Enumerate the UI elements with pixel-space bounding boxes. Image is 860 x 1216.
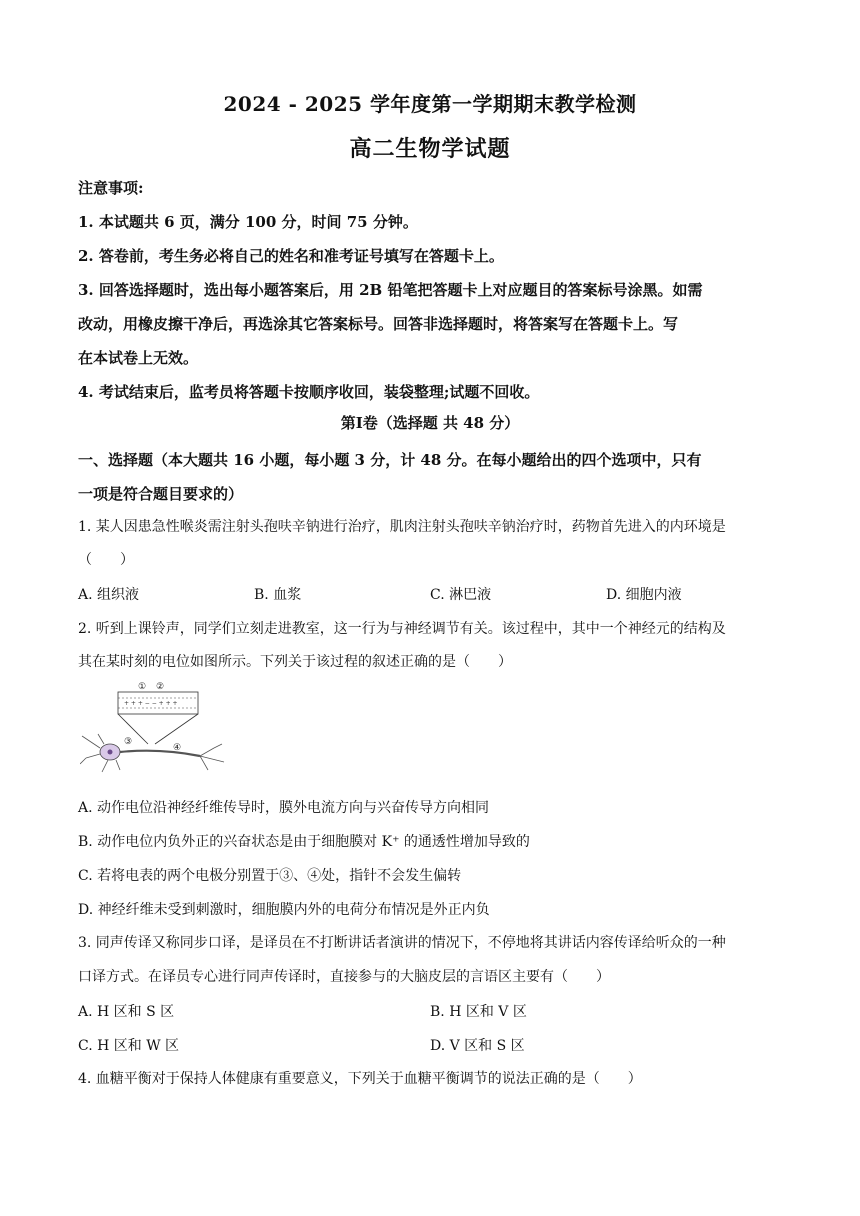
label-3: ③ — [124, 737, 133, 747]
q2-option-d: D. 神经纤维未受到刺激时，细胞膜内外的电荷分布情况是外正内负 — [78, 902, 490, 918]
q1-option-b: B. 血浆 — [254, 587, 302, 603]
note-item-3: 3. 回答选择题时，选出每小题答案后，用 2B 铅笔把答题卡上对应题目的答案标号涂黑。如需 — [78, 281, 703, 299]
axon — [120, 751, 200, 756]
q1-option-c: C. 淋巴液 — [430, 587, 492, 603]
q3-stem-line2: 口译方式。在译员专心进行同声传译时，直接参与的大脑皮层的言语区主要有（ ） — [78, 969, 610, 985]
q1-stem-line2: （ ） — [78, 552, 134, 568]
q2-stem-line1: 2. 听到上课铃声，同学们立刻走进教室，这一行为与神经调节有关。该过程中，其中一个神经元的结构及 — [78, 621, 726, 637]
q4-stem-line1: 4. 血糖平衡对于保持人体健康有重要意义，下列关于血糖平衡调节的说法正确的是（ ） — [78, 1071, 642, 1087]
note-item-4: 4. 考试结束后，监考员将答题卡按顺序收回，装袋整理;试题不回收。 — [78, 383, 540, 401]
q2-stem-line2: 其在某时刻的电位如图所示。下列关于该过程的叙述正确的是（ ） — [78, 654, 512, 670]
label-1: ① — [138, 682, 147, 692]
exam-title: 2024 - 2025 学年度第一学期期末教学检测 — [223, 92, 637, 116]
note-item-2: 2. 答卷前，考生务必将自己的姓名和准考证号填写在答题卡上。 — [78, 247, 504, 265]
label-2: ② — [156, 682, 165, 692]
q2-option-a: A. 动作电位沿神经纤维传导时，膜外电流方向与兴奋传导方向相同 — [78, 800, 490, 816]
q3-option-c: C. H 区和 W 区 — [78, 1038, 180, 1054]
q1-option-d: D. 细胞内液 — [606, 587, 682, 603]
label-4: ④ — [173, 743, 182, 753]
neuron-diagram — [80, 678, 230, 783]
notes-heading: 注意事项: — [78, 179, 144, 197]
section-heading-line2: 一项是符合题目要求的） — [78, 485, 244, 503]
q3-stem-line1: 3. 同声传译又称同步口译，是译员在不打断讲话者演讲的情况下，不停地将其讲话内容传译给听众的一种 — [78, 935, 726, 951]
q2-option-b: B. 动作电位内负外正的兴奋状态是由于细胞膜对 K⁺ 的通透性增加导致的 — [78, 834, 530, 850]
q3-option-d: D. V 区和 S 区 — [430, 1038, 525, 1054]
section-title: 第Ⅰ卷（选择题 共 48 分） — [340, 414, 520, 432]
note-item-3-cont: 改动，用橡皮擦干净后，再选涂其它答案标号。回答非选择题时，将答案写在答题卡上。写 — [78, 315, 679, 333]
exam-subtitle: 高二生物学试题 — [349, 136, 511, 162]
section-heading-line1: 一、选择题（本大题共 16 小题，每小题 3 分，计 48 分。在每小题给出的四个选项中，只有 — [78, 451, 702, 469]
svg-text:+ + + − − + + +: + + + − − + + + — [124, 700, 178, 707]
note-item-1: 1. 本试题共 6 页，满分 100 分，时间 75 分钟。 — [78, 213, 418, 231]
q3-option-b: B. H 区和 V 区 — [430, 1004, 527, 1020]
q1-stem-line1: 1. 某人因患急性喉炎需注射头孢呋辛钠进行治疗，肌肉注射头孢呋辛钠治疗时，药物首先进入的内环境是 — [78, 519, 726, 535]
q3-option-a: A. H 区和 S 区 — [78, 1004, 175, 1020]
q1-option-a: A. 组织液 — [78, 587, 140, 603]
q2-option-c: C. 若将电表的两个电极分别置于③、④处，指针不会发生偏转 — [78, 868, 462, 884]
note-item-3-end: 在本试卷上无效。 — [78, 349, 199, 367]
